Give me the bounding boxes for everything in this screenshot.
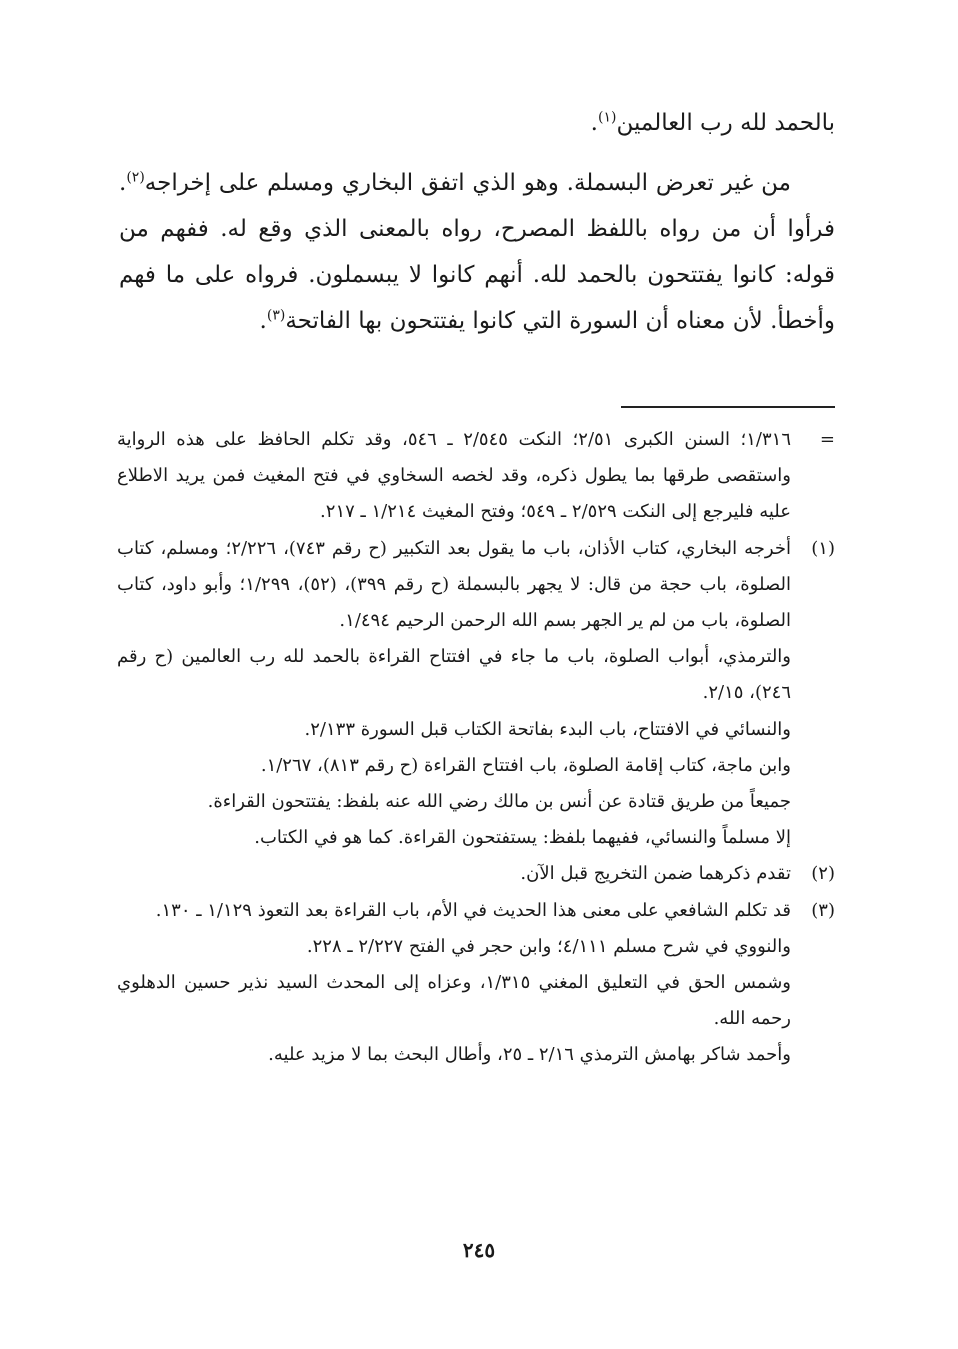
footnote-divider — [621, 406, 835, 408]
footnote-marker-continuation: = — [819, 429, 835, 450]
footnote-3-p4: وأحمد شاكر بهامش الترمذي ٢/١٦ ـ ٢٥، وأطال البحث بما لا مزيد عليه. — [268, 1044, 791, 1066]
footnote-3-p2: والنووي في شرح مسلم ٤/١١١؛ وابن حجر في الفتح ٢/٢٢٧ ـ ٢٢٨. — [306, 935, 791, 957]
footnote-continuation-text: ١/٣١٦؛ السنن الكبرى ٢/٥١؛ النكت ٢/٥٤٥ ـ ٥٤٦، وقد تكلم الحافظ على هذه الرواية واستقصى طرقها بما يطول ذكره، وقد لخصه السخاوي في فتح المغيث فمن يريد الاطلاع عليه فليرجع إلى النكت ٢/٥٢٩ ـ ٥٤٩؛ وفتح المغيث ١/٢١٤ ـ ٢١٧. — [117, 429, 792, 523]
footnote-continuation — [117, 422, 835, 531]
main-text — [119, 100, 835, 344]
footnote-2-text: تقدم ذكرهما ضمن التخريج قبل الآن. — [520, 863, 791, 885]
paragraph-part-1: من غير تعرض البسملة. وهو الذي اتفق البخاري ومسلم على إخراجه — [144, 170, 791, 196]
footnote-2 — [117, 856, 835, 892]
main-paragraph — [119, 160, 835, 344]
footnote-1 — [117, 531, 835, 857]
footnote-marker-1: (١) — [811, 537, 835, 559]
footnote-ref-3: (٣) — [266, 307, 286, 324]
footnote-3 — [117, 893, 835, 1074]
first-line-end: . — [590, 110, 598, 136]
footnote-1-p1: أخرجه البخاري، كتاب الأذان، باب ما يقول بعد التكبير (ح رقم ٧٤٣)، ٢/٢٢٦؛ ومسلم، كتاب الصلوة، باب حجة من قال: لا يجهر بالبسملة (ح رقم ٣٩٩)، (٥٢)، ١/٢٩٩؛ وأبو داود، كتاب الصلوة، باب من لم ير الجهر بسم الله الرحمن الرحيم ١/٤٩٤. — [117, 537, 792, 632]
footnote-ref-2: (٢) — [126, 169, 145, 186]
footnote-marker-3: (٣) — [811, 899, 835, 921]
footnote-ref-1: (١) — [597, 109, 617, 126]
footnotes — [117, 422, 835, 1074]
paragraph-part-2: . فرأوا أن من رواه باللفظ المصرح، رواه بالمعنى الذي وقع له. ففهم من قوله: كانوا يفتتحون بالحمد لله. أنهم كانوا لا يبسملون. فرواه على ما فهم وأخطأ. لأن معناه أن السورة التي كانوا يفتتحون بها الفاتحة — [119, 170, 835, 334]
footnote-1-p3: والنسائي في الافتتاح، باب البدء بفاتحة الكتاب قبل السورة ٢/١٣٣. — [304, 718, 791, 740]
first-line-text: بالحمد لله رب العالمين — [616, 110, 835, 136]
footnote-1-p4: وابن ماجة، كتاب إقامة الصلوة، باب افتتاح القراءة (ح رقم ٨١٣)، ١/٢٦٧. — [260, 754, 791, 776]
footnote-marker-2: (٢) — [811, 863, 835, 885]
footnote-3-p1: قد تكلم الشافعي على معنى هذا الحديث في الأم، باب القراءة بعد التعوذ ١/١٢٩ ـ ١٣٠. — [155, 899, 791, 921]
main-first-line — [119, 100, 835, 146]
paragraph-end: . — [259, 308, 267, 334]
footnote-3-p3: وشمس الحق في التعليق المغني ١/٣١٥، وعزاه إلى المحدث السيد نذير حسين الدهلوي رحمه الله. — [117, 972, 791, 1030]
page-number: ٢٤٥ — [462, 1238, 496, 1262]
footnote-1-p2: والترمذي، أبواب الصلوة، باب ما جاء في افتتاح القراءة بالحمد لله رب العالمين (ح رقم ٢٤٦)، ٢/١٥. — [117, 646, 791, 704]
footnote-1-p5: جميعاً من طريق قتادة عن أنس بن مالك رضي الله عنه بلفظ: يفتتحون القراءة. — [207, 791, 791, 813]
footnote-1-p6: إلا مسلماً والنسائي، ففيهما بلفظ: يستفتحون القراءة. كما هو في الكتاب. — [254, 827, 791, 849]
